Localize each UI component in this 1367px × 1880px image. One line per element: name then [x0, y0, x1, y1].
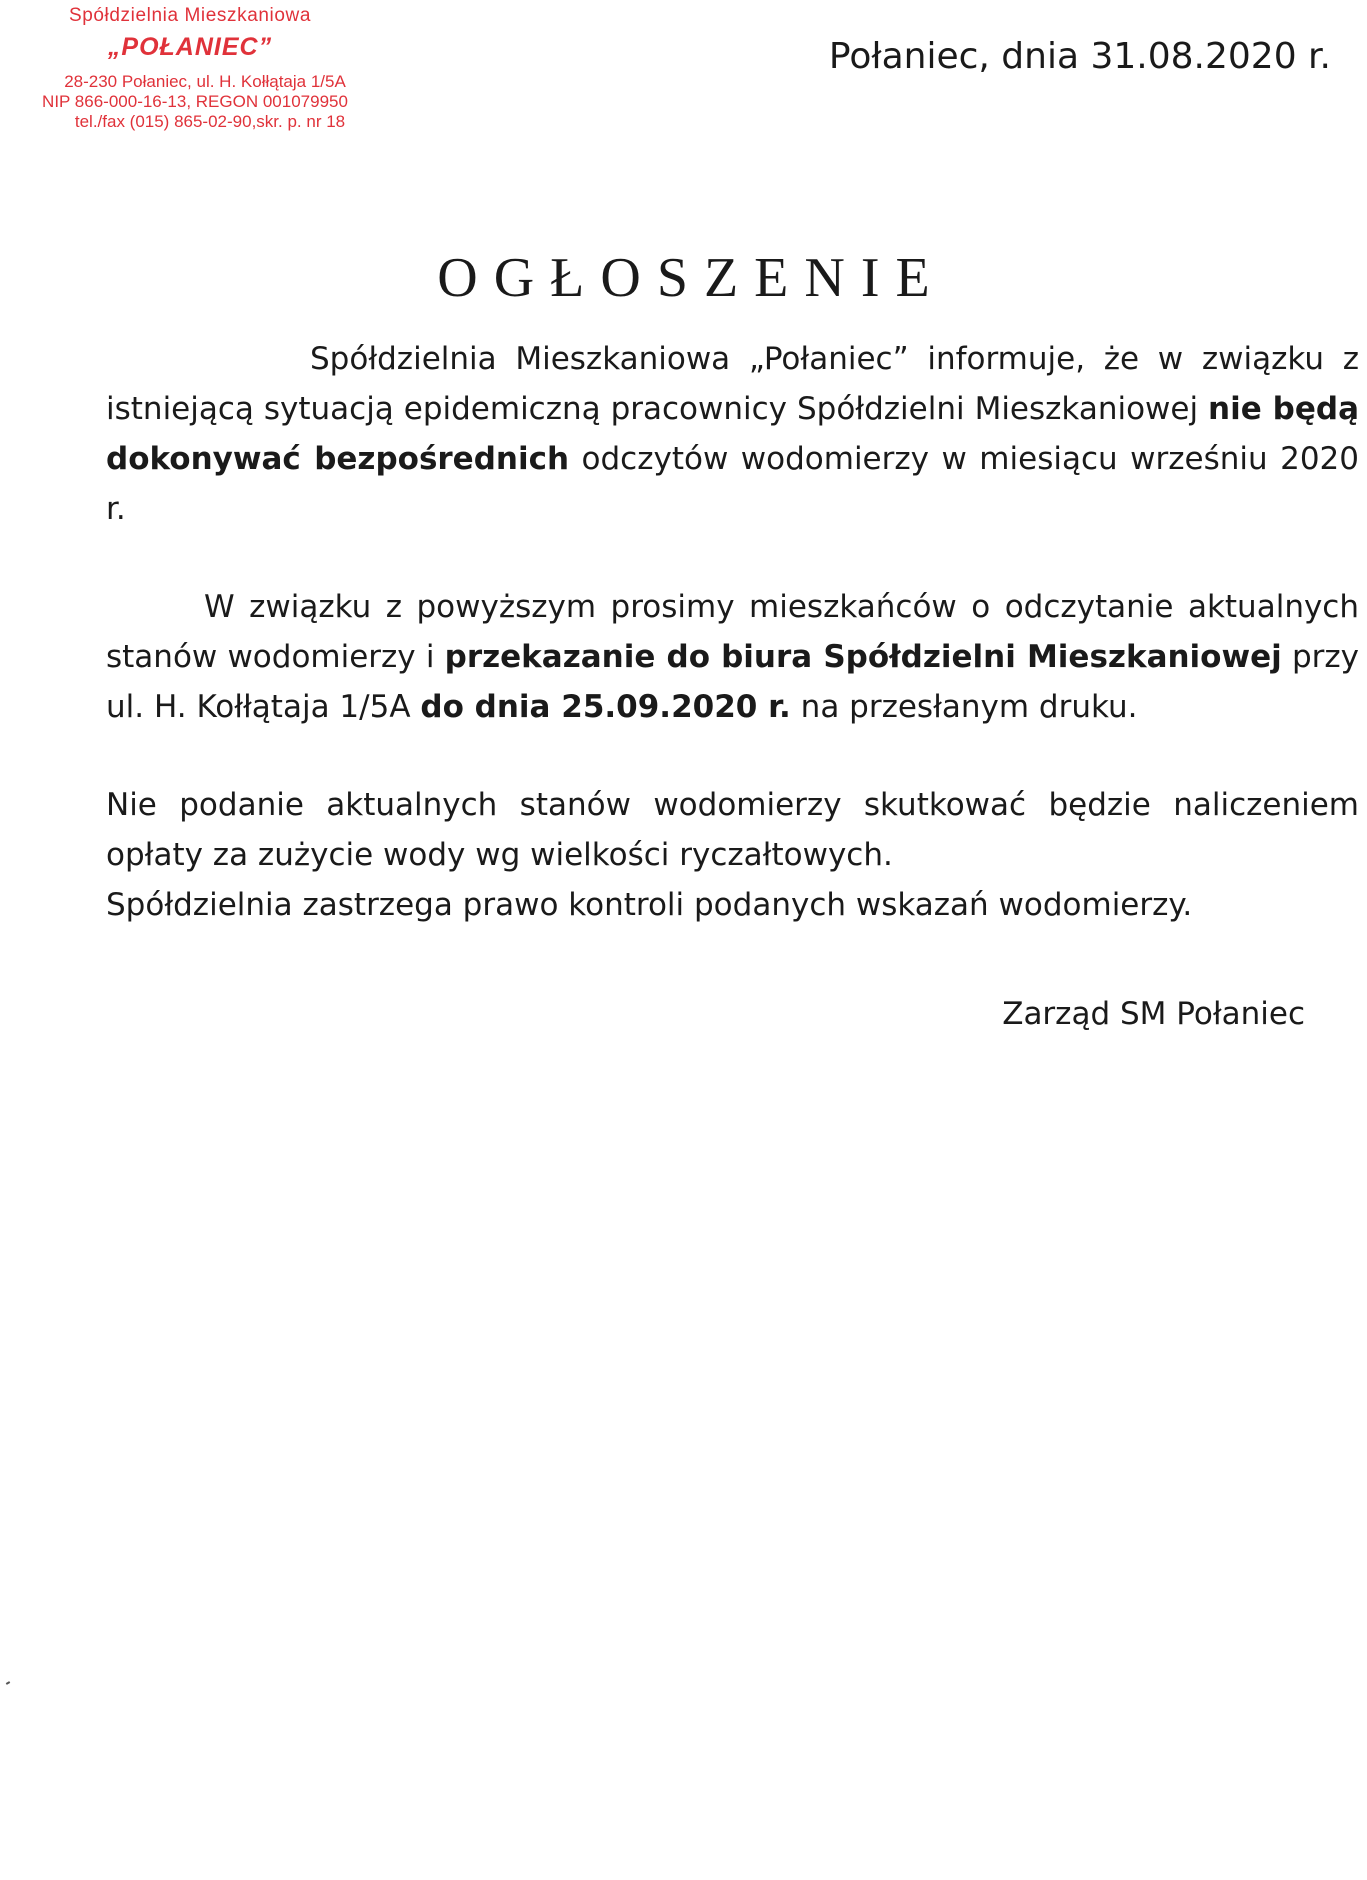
stamp-phone: tel./fax (015) 865-02-90,skr. p. nr 18 — [74, 112, 346, 131]
stamp-company-name: Spółdzielnia Mieszkaniowa — [68, 5, 312, 26]
paragraph2-text-address: przy ul. H. Kołłątaja 1/5A — [106, 639, 1359, 725]
paragraph1-emphasis: nie będą dokonywać bezpośrednich — [106, 391, 1359, 477]
paragraph3-line-flat-rate: Nie podanie aktualnych stanów wodomierzy skutkować będzie naliczeniem opłaty za zużycie wody wg wielkości ryczałtowych. — [106, 787, 1359, 873]
stamp-address: 28-230 Połaniec, ul. H. Kołłątaja 1/5A — [64, 72, 346, 91]
company-stamp — [0, 6, 380, 130]
stamp-brand: „POŁANIEC” — [107, 33, 273, 61]
scan-speck — [6, 1681, 10, 1685]
announcement-body — [106, 334, 1359, 930]
document-title: OGŁOSZENIE — [437, 246, 946, 309]
paragraph2-text-start: W związku z powyższym prosimy mieszkańców o odczytanie aktualnych stanów wodomierzy i — [106, 589, 1359, 675]
signature: Zarząd SM Połaniec — [1002, 996, 1305, 1032]
paragraph2-text-end: na przesłanym druku. — [790, 689, 1138, 725]
paragraph-request — [106, 582, 1359, 732]
place-and-date: Połaniec, dnia 31.08.2020 r. — [828, 36, 1331, 77]
paragraph-reading-notice — [106, 334, 1359, 534]
paragraph2-emphasis-office: przekazanie do biura Spółdzielni Mieszkaniowej — [444, 639, 1282, 675]
stamp-tax-ids: NIP 866-000-16-13, REGON 001079950 — [42, 92, 348, 111]
paragraph-consequences — [106, 780, 1359, 930]
paragraph1-text-start: Spółdzielnia Mieszkaniowa „Połaniec” informuje, że w związku z istniejącą sytuacją epidemiczną pracownicy Spółdzielni Mieszkaniowej — [106, 341, 1359, 427]
paragraph3-line-control: Spółdzielnia zastrzega prawo kontroli podanych wskazań wodomierzy. — [106, 887, 1193, 923]
paragraph2-emphasis-deadline: do dnia 25.09.2020 r. — [420, 689, 791, 725]
paragraph1-text-end: odczytów wodomierzy w miesiącu wrześniu 2020 r. — [106, 441, 1359, 527]
